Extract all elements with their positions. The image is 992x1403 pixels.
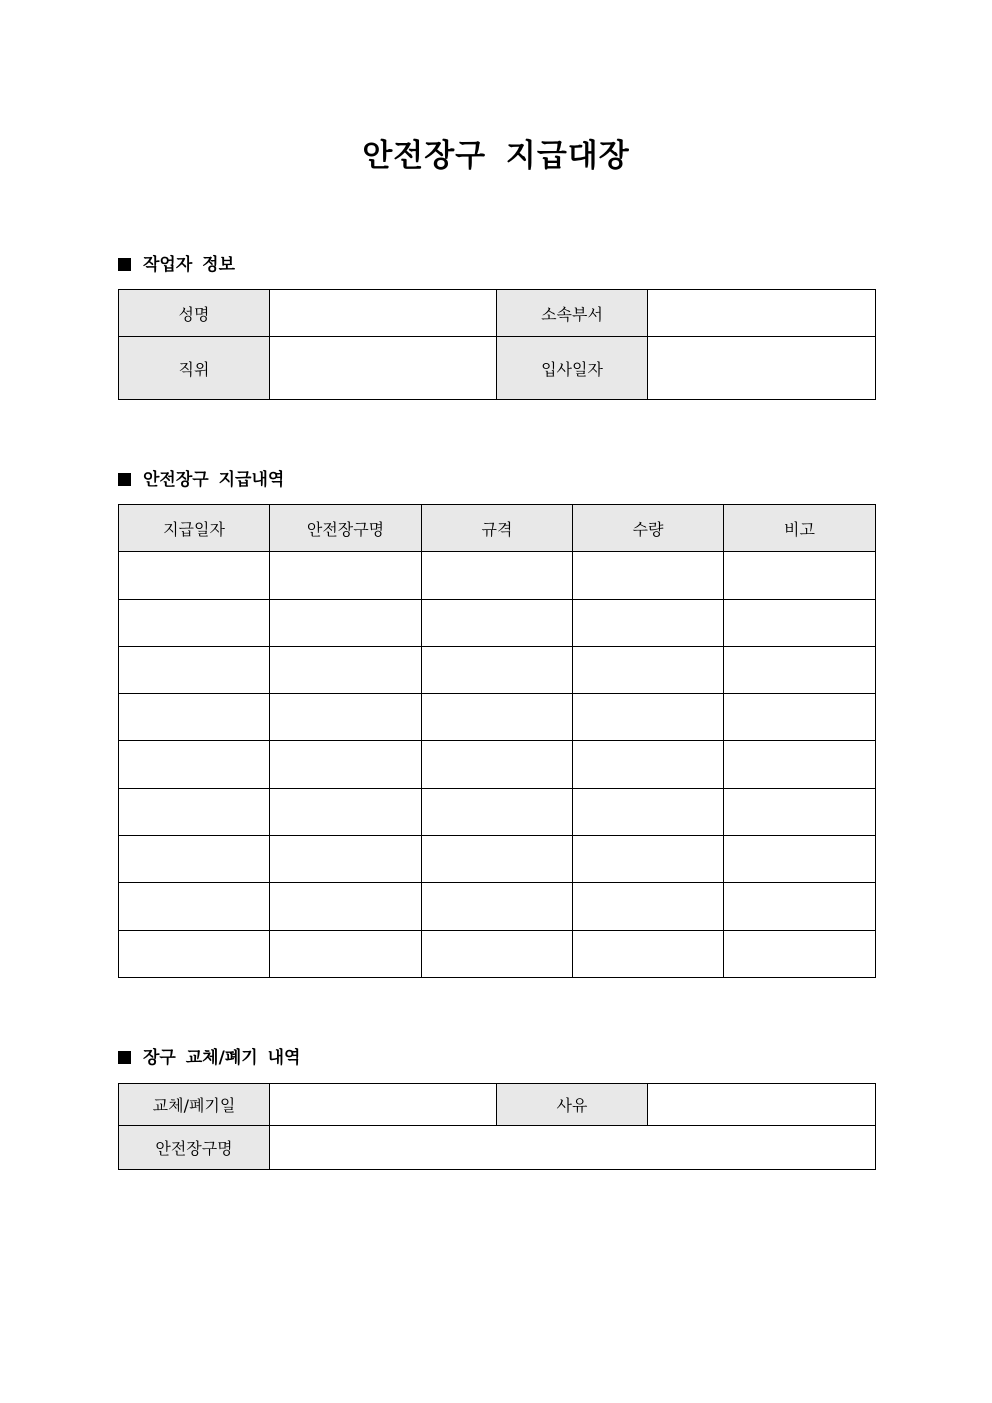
remarks-cell[interactable] [724,599,876,646]
issue-date-cell[interactable] [119,646,270,693]
department-field[interactable] [648,290,876,337]
quantity-cell[interactable] [573,836,724,883]
column-header-issue-date: 지급일자 [119,505,270,552]
equipment-name-cell[interactable] [270,788,422,835]
specification-cell[interactable] [422,788,573,835]
column-header-equipment-name: 안전장구명 [270,505,422,552]
quantity-cell[interactable] [573,883,724,930]
quantity-cell[interactable] [573,788,724,835]
table-row [119,552,876,599]
table-row [119,836,876,883]
equipment-name-cell[interactable] [270,836,422,883]
issue-date-cell[interactable] [119,836,270,883]
table-row [119,883,876,930]
square-bullet-icon [118,258,131,271]
issue-date-cell[interactable] [119,552,270,599]
issue-date-cell[interactable] [119,741,270,788]
remarks-cell[interactable] [724,836,876,883]
quantity-cell[interactable] [573,552,724,599]
specification-cell[interactable] [422,883,573,930]
remarks-cell[interactable] [724,552,876,599]
specification-cell[interactable] [422,646,573,693]
section-heading-label: 작업자 정보 [143,255,236,275]
specification-cell[interactable] [422,599,573,646]
issue-history-table [118,504,876,978]
specification-cell[interactable] [422,552,573,599]
equipment-name-label: 안전장구명 [119,1126,270,1170]
issue-date-cell[interactable] [119,930,270,977]
specification-cell[interactable] [422,930,573,977]
specification-cell[interactable] [422,836,573,883]
section-heading-worker-info [118,253,235,277]
issue-date-cell[interactable] [119,599,270,646]
reason-label: 사유 [497,1084,648,1126]
replacement-date-label: 교체/폐기일 [119,1084,270,1126]
table-row [119,694,876,741]
table-row [119,741,876,788]
department-label: 소속부서 [497,290,648,337]
equipment-name-cell[interactable] [270,599,422,646]
issue-date-cell[interactable] [119,694,270,741]
reason-field[interactable] [648,1084,876,1126]
equipment-name-cell[interactable] [270,741,422,788]
remarks-cell[interactable] [724,930,876,977]
remarks-cell[interactable] [724,646,876,693]
equipment-name-cell[interactable] [270,694,422,741]
equipment-name-cell[interactable] [270,646,422,693]
square-bullet-icon [118,473,131,486]
quantity-cell[interactable] [573,694,724,741]
replacement-table [118,1083,876,1170]
remarks-cell[interactable] [724,741,876,788]
quantity-cell[interactable] [573,741,724,788]
remarks-cell[interactable] [724,788,876,835]
remarks-cell[interactable] [724,883,876,930]
table-row [119,599,876,646]
specification-cell[interactable] [422,694,573,741]
section-heading-label: 장구 교체/폐기 내역 [143,1048,301,1068]
position-field[interactable] [270,337,497,400]
table-row [119,930,876,977]
hire-date-label: 입사일자 [497,337,648,400]
table-row [119,646,876,693]
column-header-quantity: 수량 [573,505,724,552]
quantity-cell[interactable] [573,930,724,977]
name-field[interactable] [270,290,497,337]
position-label: 직위 [119,337,270,400]
worker-info-table [118,289,876,400]
column-header-remarks: 비고 [724,505,876,552]
specification-cell[interactable] [422,741,573,788]
hire-date-field[interactable] [648,337,876,400]
equipment-name-field[interactable] [270,1126,876,1170]
equipment-name-cell[interactable] [270,552,422,599]
name-label: 성명 [119,290,270,337]
issue-date-cell[interactable] [119,788,270,835]
page-title: 안전장구 지급대장 [362,138,630,174]
replacement-date-field[interactable] [270,1084,497,1126]
section-heading-issue-history [118,468,284,492]
issue-date-cell[interactable] [119,883,270,930]
quantity-cell[interactable] [573,599,724,646]
quantity-cell[interactable] [573,646,724,693]
equipment-name-cell[interactable] [270,930,422,977]
remarks-cell[interactable] [724,694,876,741]
section-heading-replacement [118,1046,300,1070]
equipment-name-cell[interactable] [270,883,422,930]
square-bullet-icon [118,1051,131,1064]
table-row [119,788,876,835]
section-heading-label: 안전장구 지급내역 [143,470,285,490]
column-header-specification: 규격 [422,505,573,552]
